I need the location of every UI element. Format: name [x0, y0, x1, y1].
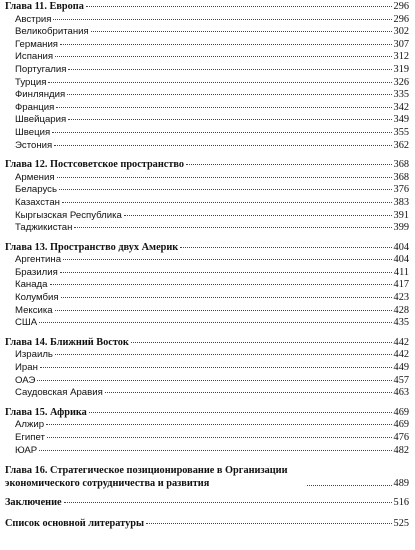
entry-title: Германия	[15, 38, 59, 50]
dot-leader	[55, 354, 392, 355]
entry-title: Египет	[15, 432, 45, 443]
chapter-13	[5, 242, 409, 330]
toc-entry[interactable]	[5, 114, 409, 127]
chapter-heading[interactable]	[5, 159, 409, 172]
dot-leader	[40, 367, 392, 368]
dot-leader	[68, 119, 391, 120]
references-entry	[5, 518, 409, 531]
toc-entry[interactable]	[5, 127, 409, 140]
page-number: 463	[393, 387, 409, 399]
entry-title: Саудовская Аравия	[15, 387, 103, 399]
toc-entry[interactable]	[5, 140, 409, 153]
chapter-12	[5, 159, 409, 235]
chapter-title: Глава 15. Африка	[5, 406, 87, 418]
page-number: 335	[393, 89, 409, 101]
page-number: 489	[393, 478, 409, 490]
page-number: 342	[393, 101, 409, 113]
toc-entry[interactable]	[5, 419, 409, 432]
chapter-heading[interactable]	[5, 337, 409, 350]
entry-title: Франция	[15, 101, 55, 113]
dot-leader	[62, 202, 392, 203]
entry-title: Бразилия	[15, 266, 58, 278]
dot-leader	[55, 310, 392, 311]
entry-title: Швейцария	[15, 114, 67, 126]
chapter-heading[interactable]	[5, 407, 409, 420]
toc-entry[interactable]	[5, 432, 409, 445]
toc-entry[interactable]	[5, 305, 409, 318]
dot-leader	[74, 227, 391, 228]
page-number: 376	[393, 184, 409, 196]
dot-leader	[307, 485, 392, 486]
entry-title: Швеция	[15, 126, 51, 138]
page-number: 525	[393, 517, 409, 529]
toc-entry[interactable]	[5, 89, 409, 102]
dot-leader	[59, 189, 392, 190]
chapter-title: Глава 11. Европа	[5, 1, 84, 12]
dot-leader	[105, 392, 392, 393]
toc-entry[interactable]	[5, 292, 409, 305]
toc-entry[interactable]	[5, 26, 409, 39]
entry-title: Канада	[15, 279, 48, 291]
entry-title: Эстония	[15, 139, 53, 151]
entry-title: Австрия	[15, 13, 52, 25]
chapter-11	[5, 1, 409, 152]
page-number: 326	[393, 76, 409, 88]
page-number: 449	[393, 362, 409, 374]
toc-entry[interactable]	[5, 102, 409, 115]
dot-leader	[60, 272, 392, 273]
dot-leader	[68, 69, 391, 70]
page-number: 469	[393, 406, 409, 418]
entry-title: Алжир	[15, 419, 45, 431]
dot-leader	[91, 31, 392, 32]
entry-title: Казахстан	[15, 196, 60, 208]
references-heading[interactable]	[5, 518, 409, 531]
toc-entry[interactable]	[5, 77, 409, 90]
dot-leader	[56, 107, 391, 108]
dot-leader	[37, 380, 391, 381]
dot-leader	[55, 56, 391, 57]
dot-leader	[60, 44, 392, 45]
chapter-15	[5, 407, 409, 457]
entry-title: Кыргызская Республика	[15, 209, 122, 221]
page-number: 355	[393, 126, 409, 138]
toc-entry[interactable]	[5, 317, 409, 330]
entry-title: Иран	[15, 362, 38, 374]
conclusion-heading[interactable]	[5, 497, 409, 510]
entry-title: Мексика	[15, 304, 53, 316]
dot-leader	[67, 94, 391, 95]
chapter-title: Глава 16. Стратегическое позиционирование в Организации экономического сотрудничества и развития	[5, 465, 288, 490]
page-number: 404	[393, 254, 409, 266]
chapter-title: Заключение	[5, 497, 62, 509]
dot-leader	[52, 132, 391, 133]
page-number: 319	[393, 63, 409, 75]
chapter-heading[interactable]	[5, 242, 409, 255]
dot-leader	[86, 6, 392, 7]
chapter-title: Глава 12. Постсоветское пространство	[5, 159, 185, 171]
dot-leader	[186, 164, 392, 165]
page-number: 362	[393, 139, 409, 151]
page-number: 435	[393, 317, 409, 329]
toc-entry[interactable]	[5, 184, 409, 197]
page-number: 442	[393, 349, 409, 361]
entry-title: Израиль	[15, 349, 53, 361]
dot-leader	[47, 437, 392, 438]
toc-entry[interactable]	[5, 39, 409, 52]
toc-entry[interactable]	[5, 222, 409, 235]
entry-title: Беларусь	[15, 184, 57, 196]
page-number: 404	[393, 241, 409, 253]
page-number: 368	[393, 171, 409, 183]
entry-title: Испания	[15, 51, 54, 63]
page-number: 423	[393, 292, 409, 304]
page-number: 457	[393, 374, 409, 386]
page-number: 469	[393, 419, 409, 431]
entry-title: Армения	[15, 171, 55, 183]
dot-leader	[39, 450, 391, 451]
page-number: 417	[393, 279, 409, 291]
page-number: 482	[393, 444, 409, 456]
entry-title: США	[15, 317, 38, 329]
chapter-heading[interactable]	[5, 1, 409, 14]
toc-entry[interactable]	[5, 210, 409, 223]
dot-leader	[53, 19, 391, 20]
page-number: 312	[393, 51, 409, 63]
entry-title: Великобритания	[15, 26, 89, 38]
dot-leader	[57, 177, 392, 178]
conclusion-entry	[5, 497, 409, 510]
dot-leader	[61, 297, 392, 298]
dot-leader	[46, 424, 391, 425]
dot-leader	[39, 322, 391, 323]
chapter-title: Глава 14. Ближний Восток	[5, 336, 129, 348]
toc-entry[interactable]	[5, 279, 409, 292]
toc-entry[interactable]	[5, 51, 409, 64]
page-number: 391	[393, 209, 409, 221]
page-number: 296	[393, 13, 409, 25]
dot-leader	[54, 145, 391, 146]
dot-leader	[48, 82, 391, 83]
page-number: 349	[393, 114, 409, 126]
toc-entry[interactable]	[5, 267, 409, 280]
page-number: 302	[393, 26, 409, 38]
dot-leader	[124, 215, 392, 216]
toc-entry[interactable]	[5, 254, 409, 267]
entry-title: Португалия	[15, 63, 67, 75]
page-number: 296	[393, 1, 409, 12]
toc-entry[interactable]	[5, 375, 409, 388]
dot-leader	[89, 412, 392, 413]
dot-leader	[63, 259, 392, 260]
dot-leader	[146, 523, 392, 524]
entry-title: Аргентина	[15, 254, 62, 266]
page-number: 516	[393, 497, 409, 509]
chapter-14	[5, 337, 409, 400]
chapter-16	[5, 464, 409, 490]
chapter-title: Список основной литературы	[5, 517, 145, 529]
toc-entry[interactable]	[5, 14, 409, 27]
chapter-16-heading[interactable]	[5, 464, 409, 490]
entry-title: Турция	[15, 76, 47, 88]
toc-entry[interactable]	[5, 387, 409, 400]
toc-entry[interactable]	[5, 197, 409, 210]
page-number: 411	[393, 266, 409, 278]
page-number: 476	[393, 432, 409, 443]
entry-title: Финляндия	[15, 89, 66, 101]
page-number: 307	[393, 38, 409, 50]
entry-title: ЮАР	[15, 444, 38, 456]
toc-entry[interactable]	[5, 172, 409, 185]
page-number: 383	[393, 196, 409, 208]
dot-leader	[131, 342, 392, 343]
page-number: 442	[393, 336, 409, 348]
page-number: 428	[393, 304, 409, 316]
chapter-title: Глава 13. Пространство двух Америк	[5, 241, 179, 253]
toc-entry[interactable]	[5, 64, 409, 77]
toc-entry[interactable]	[5, 445, 409, 458]
dot-leader	[180, 247, 391, 248]
page-number: 399	[393, 222, 409, 234]
toc-entry[interactable]	[5, 362, 409, 375]
dot-leader	[64, 502, 392, 503]
entry-title: ОАЭ	[15, 374, 36, 386]
page-number: 368	[393, 159, 409, 171]
dot-leader	[50, 284, 392, 285]
chapter-list	[5, 1, 409, 457]
entry-title: Таджикистан	[15, 222, 73, 234]
toc-entry[interactable]	[5, 349, 409, 362]
entry-title: Колумбия	[15, 292, 59, 304]
